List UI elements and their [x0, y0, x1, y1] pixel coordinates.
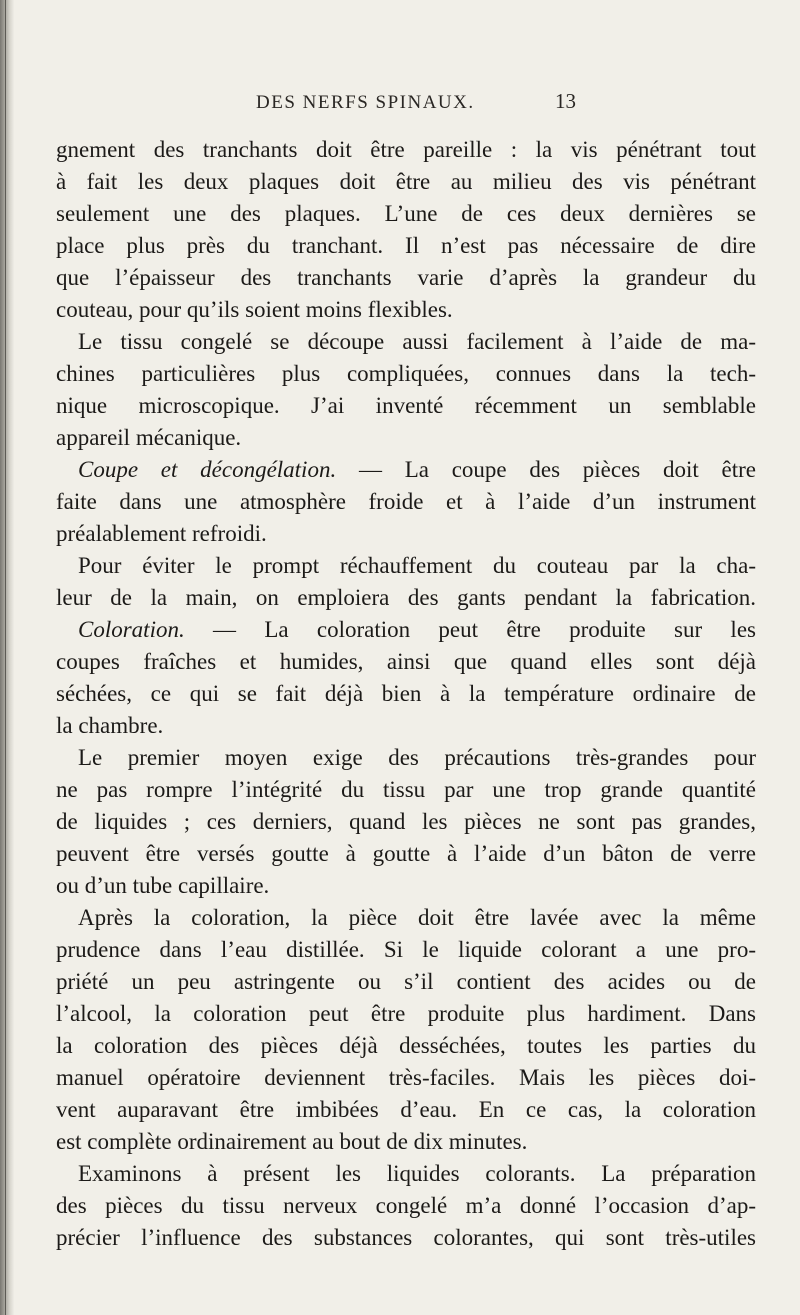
text-line: [56, 1222, 756, 1254]
line-text: la coloration des pièces déjà desséchées, toutes les parties du: [56, 1033, 756, 1058]
text-line: [56, 422, 756, 454]
text-line: [56, 486, 756, 518]
line-text: prudence dans l’eau distillée. Si le liquide colorant a une pro-: [56, 937, 756, 962]
text-line: [56, 998, 756, 1030]
text-line: [56, 518, 756, 550]
text-line: [56, 646, 756, 678]
line-text: manuel opératoire deviennent très-faciles. Mais les pièces doi-: [56, 1065, 756, 1090]
text-line: [56, 1190, 756, 1222]
line-text: peuvent être versés goutte à goutte à l’aide d’un bâton de verre: [56, 841, 756, 866]
text-line: [56, 230, 756, 262]
text-line: [56, 390, 756, 422]
line-text: Le premier moyen exige des précautions très-grandes pour: [78, 745, 756, 770]
section-heading: Coupe et décongélation.: [78, 457, 337, 482]
text-line: [56, 1062, 756, 1094]
line-text: priété un peu astringente ou s’il contient des acides ou de: [56, 969, 756, 994]
line-text: ou d’un tube capillaire.: [56, 873, 270, 898]
text-line: [56, 934, 756, 966]
text-line: [56, 454, 756, 486]
text-line: [56, 966, 756, 998]
line-text: place plus près du tranchant. Il n’est pas nécessaire de dire: [56, 233, 756, 258]
text-line: [56, 262, 756, 294]
line-text: vent auparavant être imbibées d’eau. En ce cas, la coloration: [56, 1097, 756, 1122]
body-text: [56, 134, 756, 1254]
line-text: chines particulières plus compliquées, connues dans la tech-: [56, 361, 756, 386]
text-line: [56, 166, 756, 198]
line-text: la chambre.: [56, 713, 164, 738]
text-line: [56, 550, 756, 582]
line-text: leur de la main, on emploiera des gants pendant la fabrication.: [56, 585, 756, 610]
section-heading: Coloration.: [78, 617, 185, 642]
text-line: [56, 614, 756, 646]
line-text: ne pas rompre l’intégrité du tissu par une trop grande quantité: [56, 777, 756, 802]
text-line: [56, 326, 756, 358]
text-line: [56, 1030, 756, 1062]
text-line: [56, 1126, 756, 1158]
text-line: [56, 710, 756, 742]
text-line: [56, 358, 756, 390]
line-text: Examinons à présent les liquides colorants. La préparation: [78, 1161, 756, 1186]
line-text: des pièces du tissu nerveux congelé m’a donné l’occasion d’ap-: [56, 1193, 756, 1218]
text-line: [56, 198, 756, 230]
line-text: Après la coloration, la pièce doit être lavée avec la même: [78, 905, 756, 930]
text-line: [56, 134, 756, 166]
text-line: [56, 838, 756, 870]
text-line: [56, 806, 756, 838]
text-line: [56, 1094, 756, 1126]
line-text: Le tissu congelé se découpe aussi facilement à l’aide de ma-: [78, 329, 756, 354]
page-binding-edge: [0, 0, 14, 1315]
running-title: DES NERFS SPINAUX.: [256, 92, 475, 113]
text-line: [56, 1158, 756, 1190]
page-binding-line: [5, 0, 6, 1315]
line-text: — La coupe des pièces doit être: [336, 457, 756, 482]
line-text: nique microscopique. J’ai inventé récemment un semblable: [56, 393, 756, 418]
text-line: [56, 902, 756, 934]
line-text: séchées, ce qui se fait déjà bien à la température ordinaire de: [56, 681, 756, 706]
text-line: [56, 774, 756, 806]
line-text: faite dans une atmosphère froide et à l’aide d’un instrument: [56, 489, 756, 514]
line-text: est complète ordinairement au bout de dix minutes.: [56, 1129, 528, 1154]
text-line: [56, 742, 756, 774]
line-text: préalablement refroidi.: [56, 521, 267, 546]
line-text: gnement des tranchants doit être pareille : la vis pénétrant tout: [56, 137, 756, 162]
line-text: de liquides ; ces derniers, quand les pièces ne sont pas grandes,: [56, 809, 756, 834]
text-line: [56, 870, 756, 902]
line-text: — La coloration peut être produite sur les: [184, 617, 756, 642]
line-text: à fait les deux plaques doit être au milieu des vis pénétrant: [56, 169, 756, 194]
line-text: appareil mécanique.: [56, 425, 242, 450]
line-text: que l’épaisseur des tranchants varie d’après la grandeur du: [56, 265, 756, 290]
line-text: seulement une des plaques. L’une de ces deux dernières se: [56, 201, 756, 226]
line-text: Pour éviter le prompt réchauffement du couteau par la cha-: [78, 553, 756, 578]
page-number: 13: [555, 89, 576, 113]
line-text: couteau, pour qu’ils soient moins flexibles.: [56, 297, 453, 322]
line-text: l’alcool, la coloration peut être produite plus hardiment. Dans: [56, 1001, 756, 1026]
line-text: précier l’influence des substances colorantes, qui sont très-utiles: [56, 1225, 756, 1250]
line-text: coupes fraîches et humides, ainsi que quand elles sont déjà: [56, 649, 756, 674]
text-line: [56, 294, 756, 326]
text-line: [56, 582, 756, 614]
text-line: [56, 678, 756, 710]
